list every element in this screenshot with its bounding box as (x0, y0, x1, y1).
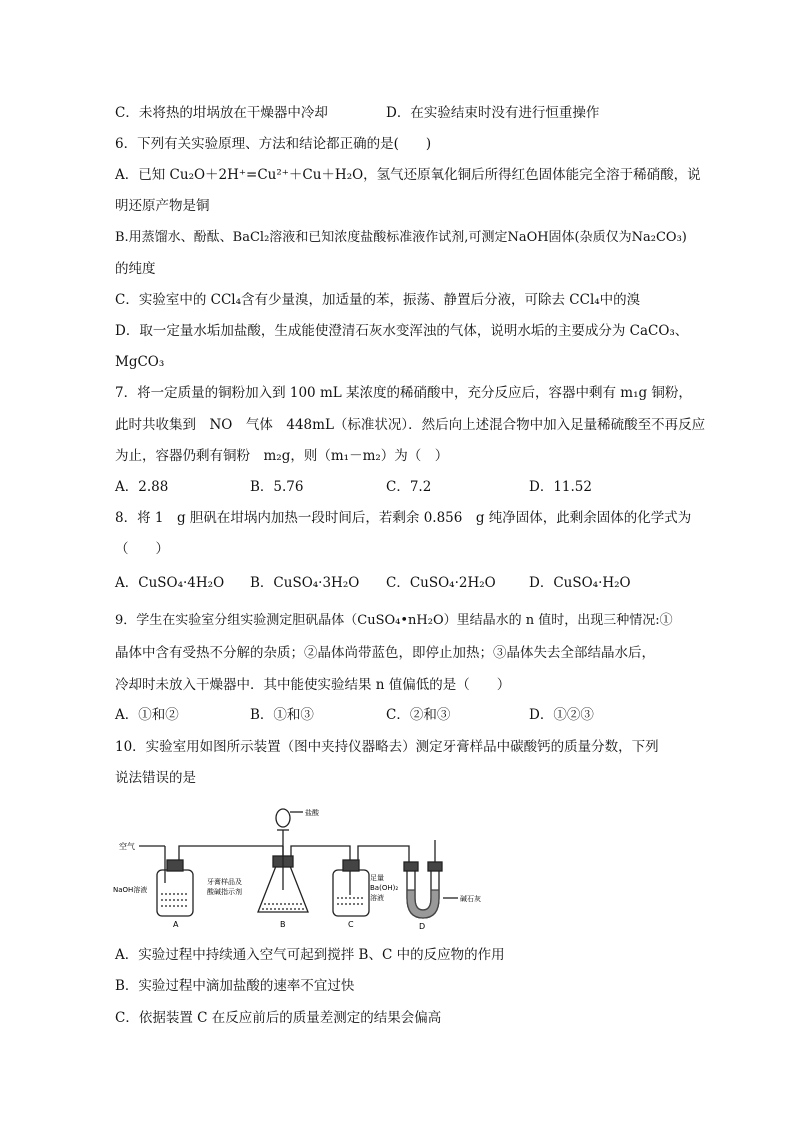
q8-option-a: A．CuSO₄·4H₂O (115, 575, 225, 591)
q7-option-b: B．5.76 (250, 479, 304, 495)
q7-option-c: C．7.2 (386, 479, 432, 495)
q10-option-a: A．实验过程中持续通入空气可起到搅拌 B、C 中的反应物的作用 (115, 947, 505, 963)
q6-option-a-line2: 明还原产物是铜 (115, 198, 210, 214)
q6-option-b-line2: 的纯度 (115, 261, 156, 277)
label-sample-1: 牙膏样品及 (207, 878, 242, 886)
q7-option-d: D．11.52 (529, 479, 592, 495)
q6-option-c: C．实验室中的 CCl₄含有少量溴，加适量的苯，振荡、静置后分液，可除去 CCl₄中的溴 (115, 292, 641, 308)
q9-stem-line1: 9．学生在实验室分组实验测定胆矾晶体（CuSO₄•nH₂O）里结晶水的 n 值时，出现三种情况:① (115, 613, 673, 628)
label-c: C (348, 920, 354, 929)
bottle-c (333, 870, 369, 916)
q7-stem-line1: 7．将一定质量的铜粉加入到 100 mL 某浓度的稀硝酸中，充分反应后，容器中剩有 m₁g 铜粉， (115, 385, 692, 401)
q8-option-c: C．CuSO₄·2H₂O (386, 575, 496, 591)
q7-option-a: A．2.88 (115, 479, 169, 495)
q6-option-a-line1: A．已知 Cu₂O＋2H⁺=Cu²⁺＋Cu＋H₂O，氢气还原氧化铜后所得红色固体能完全溶于稀硝酸，说 (115, 167, 701, 183)
q9-option-a: A．①和② (115, 707, 179, 723)
label-hcl: 盐酸 (305, 809, 319, 817)
tube-a-b (179, 846, 283, 860)
q8-stem-line1: 8．将 1 g 胆矾在坩埚内加热一段时间后，若剩余 0.856 g 纯净固体，此剩余固体的化学式为 (115, 510, 692, 526)
q5-option-d: D．在实验结束时没有进行恒重操作 (386, 105, 600, 121)
q9-option-d: D．①②③ (529, 707, 594, 723)
q10-option-c: C．依据装置 C 在反应前后的质量差测定的结果会偏高 (115, 1010, 442, 1026)
label-naoh: NaOH溶液 (113, 886, 148, 894)
stopper-c (343, 860, 359, 871)
q6-option-d-line2: MgCO₃ (115, 354, 165, 370)
apparatus-diagram (113, 800, 493, 930)
q8-stem-line2: （ ） (115, 541, 169, 557)
q9-option-b: B．①和③ (250, 707, 314, 723)
q6-stem: 6．下列有关实验原理、方法和结论都正确的是( ) (115, 136, 432, 152)
q5-option-c: C．未将热的坩埚放在干燥器中冷却 (115, 105, 328, 121)
label-d: D (419, 922, 426, 930)
dropping-funnel (276, 809, 290, 827)
label-b: B (280, 920, 286, 929)
q6-option-b-line1: B.用蒸馏水、酚酞、BaCl₂溶液和已知浓度盐酸标准液作试剂,可测定NaOH固体(杂质仅为Na₂CO₃) (115, 230, 687, 245)
q9-option-c: C．②和③ (386, 707, 451, 723)
label-air: 空气 (119, 842, 135, 851)
label-a: A (173, 920, 179, 929)
q7-stem-line3: 为止，容器仍剩有铜粉 m₂g，则（m₁－m₂）为（ ） (115, 448, 449, 464)
q8-option-b: B．CuSO₄·3H₂O (250, 575, 360, 591)
label-sample-2: 酸碱指示剂 (207, 888, 242, 896)
label-baoh-1: 足量 (370, 874, 384, 882)
q10-option-b: B．实验过程中滴加盐酸的速率不宜过快 (115, 978, 355, 994)
stopper-a (167, 860, 183, 871)
q8-option-d: D．CuSO₄·H₂O (529, 575, 631, 591)
label-baoh-3: 溶液 (370, 894, 384, 902)
q10-stem-line1: 10．实验室用如图所示装置（图中夹持仪器略去）测定牙膏样品中碳酸钙的质量分数，下列 (115, 739, 659, 755)
q10-stem-line2: 说法错误的是 (115, 770, 196, 786)
q9-stem-line3: 冷却时未放入干燥器中．其中能使实验结果 n 值偏低的是（ ） (115, 677, 511, 693)
q6-option-d-line1: D．取一定量水垢加盐酸，生成能使澄清石灰水变浑浊的气体，说明水垢的主要成分为 CaCO₃、 (115, 323, 689, 339)
label-baoh-2: Ba(OH)₂ (370, 884, 399, 892)
bottle-a (157, 870, 193, 916)
tube-c-d (358, 846, 409, 862)
label-lime: 碱石灰 (460, 895, 481, 903)
q9-stem-line2: 晶体中含有受热不分解的杂质；②晶体尚带蓝色，即停止加热；③晶体失去全部结晶水后， (115, 645, 655, 661)
q7-stem-line2: 此时共收集到 NO 气体 448mL（标准状况）．然后向上述混合物中加入足量稀硫酸至不再反应 (115, 417, 706, 433)
